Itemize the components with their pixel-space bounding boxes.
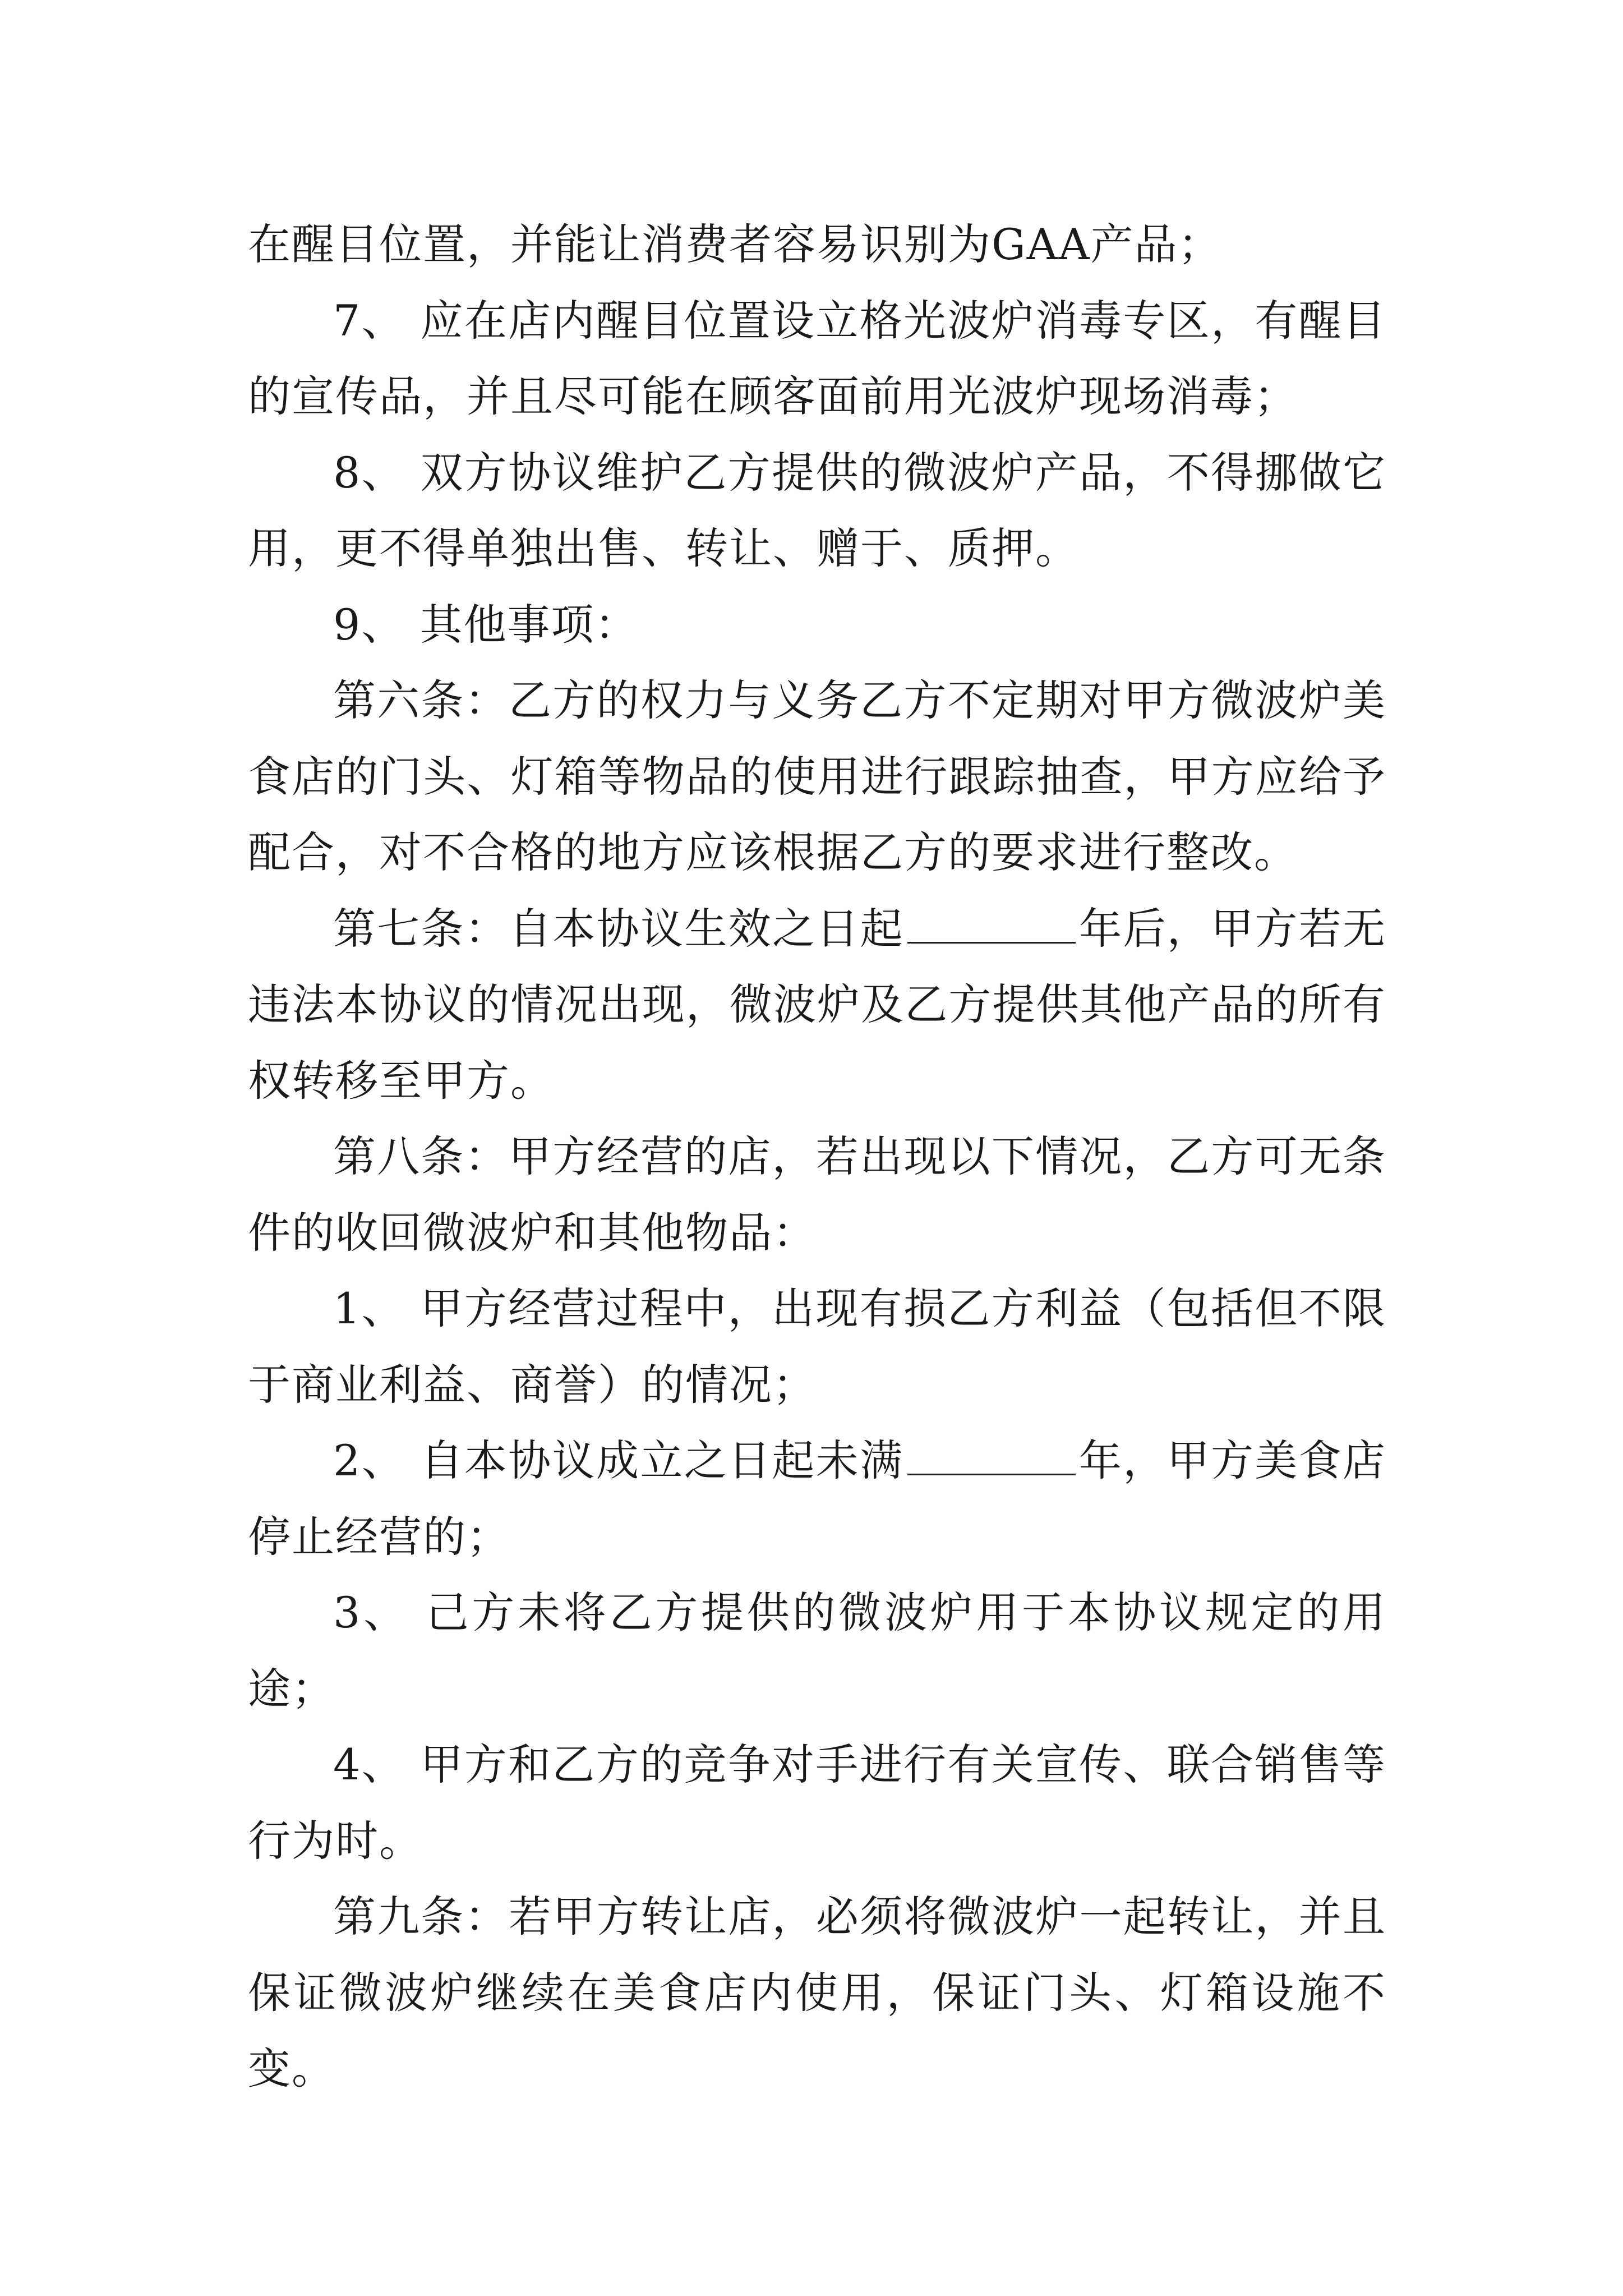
article-7-text-after: 年后，甲方若无违法本协议的情况出现，微波炉及乙方提供其他产品的所有权转移至甲方。 xyxy=(248,903,1387,1106)
paragraph-item-7: 7、 应在店内醒目位置设立格光波炉消毒专区，有醒目的宣传品，并且尽可能在顾客面前用光波炉现场消毒； xyxy=(248,295,1386,421)
paragraph-article-9: 第九条：若甲方转让店，必须将微波炉一起转让，并且保证微波炉继续在美食店内使用，保证门头、灯箱设施不变。 xyxy=(248,1892,1386,2093)
paragraph-article-8: 第八条：甲方经营的店，若出现以下情况，乙方可无条件的收回微波炉和其他物品： xyxy=(248,1131,1386,1258)
paragraph-article-8-item-4: 4、 甲方和乙方的竞争对手进行有关宣传、联合销售等行为时。 xyxy=(248,1740,1386,1866)
document-body xyxy=(248,206,1386,2107)
paragraph-article-7 xyxy=(248,891,1386,1119)
paragraph-article-8-item-2 xyxy=(248,1423,1386,1575)
paragraph-article-6: 第六条：乙方的权力与义务乙方不定期对甲方微波炉美食店的门头、灯箱等物品的使用进行跟踪抽查，甲方应给予配合，对不合格的地方应该根据乙方的要求进行整改。 xyxy=(248,675,1386,877)
paragraph-article-8-item-3: 3、 己方未将乙方提供的微波炉用于本协议规定的用途； xyxy=(248,1588,1386,1714)
paragraph-article-8-item-1: 1、 甲方经营过程中，出现有损乙方利益（包括但不限于商业利益、商誉）的情况； xyxy=(248,1283,1386,1410)
item-2-text-after: 年，甲方美食店停止经营的； xyxy=(248,1435,1387,1562)
article-7-text-before: 第七条：自本协议生效之日起 xyxy=(333,903,904,954)
fill-in-blank-years xyxy=(907,908,1076,944)
fill-in-blank-years xyxy=(907,1440,1076,1475)
item-2-text-before: 2、 自本协议成立之日起未满 xyxy=(333,1435,904,1485)
paragraph-continuation: 在醒目位置，并能让消费者容易识别为GAA产品； xyxy=(248,219,1222,269)
paragraph-item-9: 9、 其他事项： xyxy=(333,599,639,650)
paragraph-item-8: 8、 双方协议维护乙方提供的微波炉产品，不得挪做它用，更不得单独出售、转让、赠于、质押。 xyxy=(248,447,1386,573)
